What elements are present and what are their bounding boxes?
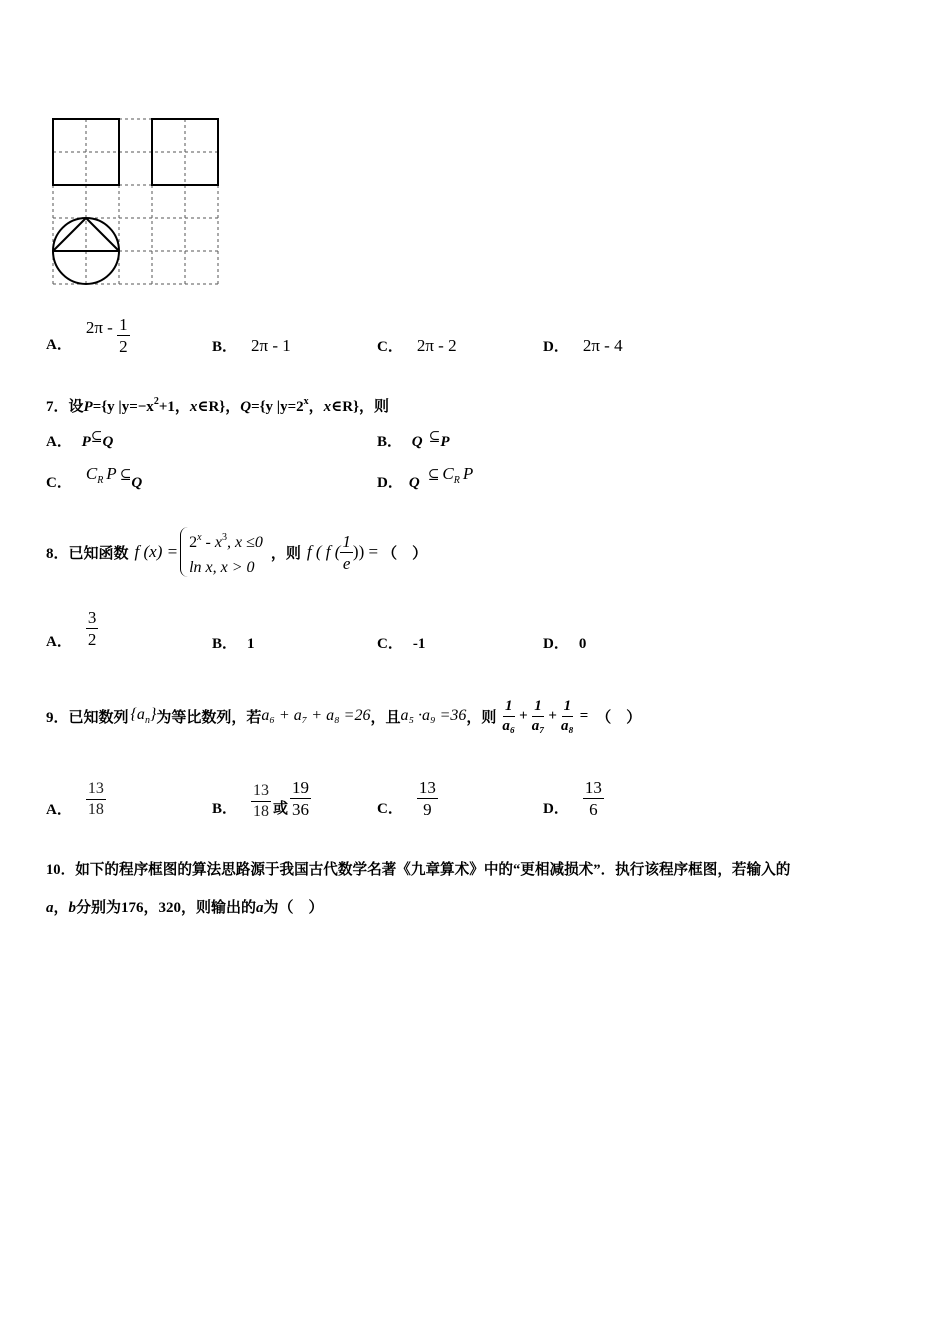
answer-paren: （ ） <box>596 709 642 726</box>
set-def: ={y |y=−x <box>92 399 154 415</box>
variable-a: a <box>46 900 54 916</box>
set-symbol: P <box>81 434 91 450</box>
option-label: A． <box>46 434 72 450</box>
stem-text: 设 <box>68 399 84 415</box>
set-def: +1， <box>158 399 190 415</box>
function-name: f (x) = <box>134 542 179 561</box>
variable: x <box>189 399 198 415</box>
set-symbol: Q <box>131 475 143 491</box>
set-def: ， <box>308 399 324 415</box>
question-number: 8． <box>46 545 69 562</box>
sequence: {a <box>130 706 145 723</box>
set-q: Q <box>240 399 252 415</box>
complement-c: C <box>85 464 98 483</box>
q7-option-d[interactable] <box>377 464 474 491</box>
plus-sign: + <box>548 707 557 724</box>
q9-option-b[interactable] <box>212 774 311 822</box>
option-label: C． <box>377 339 403 355</box>
base: 2 <box>189 533 198 551</box>
variable: x <box>323 399 332 415</box>
q7-option-c[interactable] <box>46 464 143 491</box>
variable-a: a <box>256 900 264 916</box>
q6-option-a[interactable] <box>46 310 130 360</box>
fraction-denominator: 6 <box>589 799 598 819</box>
set-symbol: Q <box>408 475 420 491</box>
option-label: A． <box>46 336 72 353</box>
q6-option-d[interactable] <box>543 335 623 356</box>
fraction-numerator: 1 <box>119 314 128 334</box>
set-symbol: Q <box>102 434 114 450</box>
piecewise-case-1 <box>189 525 263 555</box>
q9-option-c[interactable] <box>377 774 438 822</box>
question-8-stem <box>46 524 427 580</box>
equals-sign: = <box>579 707 589 724</box>
subscript: n <box>144 715 150 726</box>
universal-r: R <box>97 475 104 486</box>
subset-symbol: ⊆ <box>119 468 132 483</box>
stem-text: 已知函数 <box>68 545 129 562</box>
exponent: 2 <box>153 396 159 407</box>
fraction-numerator: 13 <box>584 777 602 797</box>
question-9-stem <box>46 690 641 742</box>
subset-symbol: ⊆ <box>427 468 440 483</box>
question-7-stem <box>46 395 389 416</box>
option-label: B． <box>212 800 238 817</box>
fraction-denominator: a₈ <box>560 717 574 734</box>
fraction-numerator: 1 <box>532 699 544 717</box>
set-def: ∈R}， <box>197 399 241 415</box>
composition-end: )) = <box>352 542 379 561</box>
fraction-denominator: a₇ <box>531 717 545 734</box>
stem-text: ，则 <box>270 545 301 562</box>
stem-text: ，且 <box>370 709 401 726</box>
question-10-line-2 <box>46 896 324 917</box>
or-word: 或 <box>273 800 289 817</box>
piecewise-case-2: ln x, x > 0 <box>189 558 255 576</box>
option-expr: 2π - 4 <box>582 336 623 355</box>
set-def: ∈R}，则 <box>331 399 390 415</box>
fraction-denominator: 18 <box>87 800 104 818</box>
option-label: A． <box>46 633 72 650</box>
option-label: C． <box>377 636 403 652</box>
option-expr: 2π - 2 <box>416 336 457 355</box>
fraction-numerator: 13 <box>418 777 436 797</box>
fraction-numerator: 13 <box>86 781 106 800</box>
subset-symbol: ⊆ <box>428 430 441 445</box>
q6-option-b[interactable] <box>212 335 291 356</box>
exponent: x <box>197 531 202 543</box>
answer-paren: （ ） <box>382 545 428 562</box>
three-view-diagram <box>50 116 220 286</box>
q9-option-d[interactable] <box>543 774 604 822</box>
piecewise-brace <box>180 527 189 577</box>
set-symbol: P <box>462 464 474 483</box>
fraction-denominator: a₆ <box>502 717 516 734</box>
set-symbol: P <box>440 434 450 450</box>
sum-condition: a₆ + a₇ + a₈ =26 <box>261 707 371 724</box>
option-label: C． <box>377 800 403 817</box>
q6-option-c[interactable] <box>377 335 457 356</box>
universal-r: R <box>453 475 460 486</box>
product-condition: a₅ ·a₉ =36 <box>400 707 467 724</box>
option-value: 0 <box>578 636 587 652</box>
stem-text: ，则 <box>466 709 497 726</box>
q8-option-a[interactable] <box>46 605 98 651</box>
fraction-denominator: 2 <box>87 629 97 649</box>
composition: f ( f ( <box>306 542 341 561</box>
question-number: 9． <box>46 709 69 726</box>
fraction-denominator: 18 <box>253 802 270 820</box>
subset-symbol: ⊆ <box>90 430 103 445</box>
fraction-numerator: 19 <box>292 777 310 797</box>
stem-text: 已知数列 <box>68 709 129 726</box>
option-label: B． <box>212 636 238 652</box>
q7-option-b[interactable] <box>377 429 450 451</box>
option-value: -1 <box>412 636 426 652</box>
question-10-line-1: 10．如下的程序框图的算法思路源于我国古代数学名著《九章算术》中的“更相减损术”．执行该程序框图，若输入的 <box>46 862 791 878</box>
exponent: 3 <box>221 531 227 543</box>
exponent: x <box>303 396 309 407</box>
option-label: D． <box>377 475 403 491</box>
option-label: D． <box>543 339 569 355</box>
option-label: C． <box>46 475 72 491</box>
complement-c: C <box>442 464 454 483</box>
q7-option-a[interactable] <box>46 429 113 451</box>
fraction-numerator: 3 <box>87 607 97 627</box>
q8-option-b[interactable] <box>212 632 255 653</box>
plus-sign: + <box>519 707 528 724</box>
fraction-denominator: e <box>342 553 351 573</box>
set-p: P <box>83 399 93 415</box>
fraction-numerator: 1 <box>503 699 515 717</box>
q8-option-d[interactable] <box>543 632 586 653</box>
option-label: B． <box>212 339 238 355</box>
q8-option-c[interactable] <box>377 632 425 653</box>
stem-text: 为等比数列，若 <box>156 709 262 726</box>
stem-text: 分别为176，320，则输出的 <box>76 900 257 916</box>
option-label: A． <box>46 801 72 818</box>
case-text: , x ≤0 <box>226 533 263 551</box>
option-label: D． <box>543 636 569 652</box>
fraction-numerator: 1 <box>342 531 351 551</box>
fraction-denominator: 36 <box>292 799 310 819</box>
option-label: D． <box>543 800 569 817</box>
variable-b: b <box>68 900 77 916</box>
case-text: - x <box>201 533 222 551</box>
comma: ， <box>53 900 69 916</box>
option-lead: 2π - <box>85 318 118 337</box>
fraction-numerator: 1 <box>562 699 574 717</box>
fraction-numerator: 13 <box>251 783 271 802</box>
option-label: B． <box>377 434 403 450</box>
option-value: 1 <box>247 636 255 652</box>
stem-text: 为（ ） <box>263 900 324 916</box>
fraction-denominator: 9 <box>423 799 432 819</box>
set-def: ={y |y=2 <box>251 399 304 415</box>
q9-option-a[interactable] <box>46 776 106 822</box>
fraction-denominator: 2 <box>119 336 128 356</box>
option-expr: 2π - 1 <box>251 336 291 355</box>
set-symbol: Q <box>411 434 423 450</box>
set-symbol: P <box>106 464 117 483</box>
question-number: 7． <box>46 399 69 415</box>
sequence-end: } <box>149 706 157 723</box>
